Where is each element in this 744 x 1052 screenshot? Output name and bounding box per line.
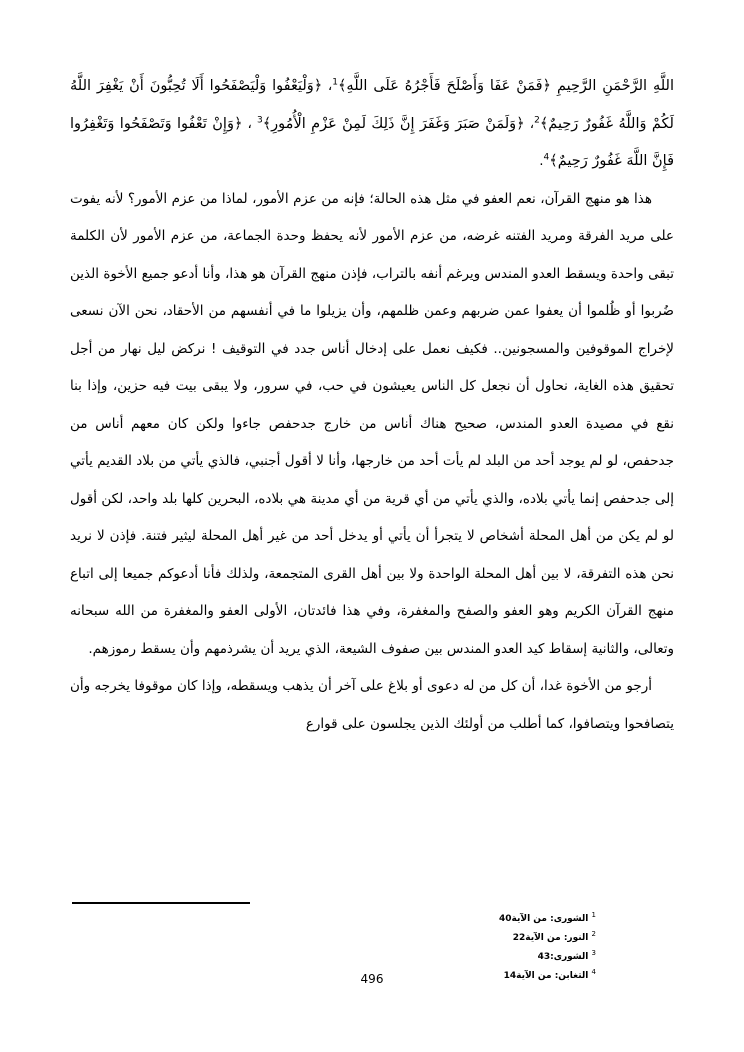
page-number: 496 (360, 972, 384, 986)
footnote-ref: 4 (543, 152, 550, 163)
paragraph-quran-verses (70, 68, 674, 181)
footnote-text: الشورى:43 (537, 952, 589, 962)
footnote-text: الشورى: من الآية40 (499, 914, 589, 924)
paragraph-body (70, 668, 674, 743)
body-text (70, 68, 674, 743)
separator: ، (322, 78, 333, 94)
footnote-text: النور: من الآية22 (512, 933, 589, 943)
footnote-ref: 3 (256, 115, 263, 125)
footnote-item (400, 908, 596, 927)
footnote-ref: 1 (332, 77, 338, 88)
footnote-number: 1 (591, 911, 596, 919)
footnote-number: 4 (591, 968, 596, 976)
paragraph-text: أرجو من الأخوة غدا، أن كل من له دعوى أو بلاغ على آخر أن يذهب ويسقطه، وإذا كان موقوفا يخرجه وأن يتصافحوا ويتصافوا، كما أطلب من أولئك الذين يجلسون على قوارع (70, 678, 674, 732)
footnote-text: التغابن: من الآية14 (503, 971, 589, 981)
separator: ، (524, 115, 535, 132)
quran-verse: ﴿وَإِنْ تَعْفُوا وَتَصْفَحُوا وَتَغْفِرُوا فَإِنَّ اللَّهَ غَفُورٌ رَحِيمٌ﴾ (70, 115, 674, 169)
quran-verse: ﴿وَلْيَعْفُوا وَلْيَصْفَحُوا أَلَا تُحِبُّونَ أَنْ يَغْفِرَ اللَّهُ لَكُمْ وَاللَّهُ غَفُورٌ رَحِيمٌ﴾ (70, 78, 674, 132)
paragraph-body (70, 181, 674, 669)
separator: . (539, 153, 544, 169)
footnote-separator (72, 902, 250, 904)
footnote-number: 2 (591, 930, 596, 938)
footnote-item (400, 927, 596, 946)
footnote-ref: 2 (534, 115, 540, 125)
footnote-item (400, 946, 596, 965)
quran-verse: ﴿وَلَمَنْ صَبَرَ وَغَفَرَ إِنَّ ذَلِكَ لَمِنْ عَزْمِ الْأُمُورِ﴾ (262, 115, 525, 132)
quran-verse: اللَّهِ الرَّحْمَنِ الرَّحِيمِ ﴿فَمَنْ عَفَا وَأَصْلَحَ فَأَجْرُهُ عَلَى اللَّهِ﴾ (337, 78, 674, 94)
footnote-number: 3 (591, 949, 596, 957)
paragraph-text: هذا هو منهج القرآن، نعم العفو في مثل هذه الحالة؛ فإنه من عزم الأمور، لماذا من عزم الأمور؟ لأنه يفوت على مريد الفرقة ومريد الفتنه غرضه، من عزم الأمور لأنه يحفظ وحدة الجماعة، من عزم الأمور لأن الكلمة تبقى واحدة ويسقط العدو المندس ويرغم أنفه بالتراب، فإذن منهج القرآن هو هذا، وأنا أدعو جميع الأخوة الذين ضُربوا أو ظُلموا أن يعفوا عمن ضربهم وعمن ظلمهم، وأن يزيلوا ما في أنفسهم من الأحقاد، نحن الآن نسعى لإخراج الموقوفين والمسجونين.. فكيف نعمل على إدخال أناس جدد في التوقيف ! نركض ليل نهار من أجل تحقيق هذه الغاية، نحاول أن نجعل كل الناس يعيشون في حب، في سرور، ولا يبقى بيت فيه حزين، وإذا بنا نقع في مصيدة العدو المندس، صحيح هناك أناس من خارج جدحفص جاءوا ولكن كان معهم أناس من جدحفص، لو لم يوجد أحد من البلد لم يأت أحد من خارجها، وأنا لا أقول أجنبي، فالذي يأتي من بلاد القديم يأتي إلى جدحفص إنما يأتي بلاده، والذي يأتي من أي قرية من أي مدينة هي بلاده، البحرين كلها بلد واحد، لكن أقول لو لم يكن من أهل المحلة أشخاص لا يتجرأ أن يأتي أو يدخل أحد من غير أهل المحلة ليثير فتنة. فإذن لا نريد نحن هذه التفرقة، لا بين أهل المحلة الواحدة ولا بين أهل القرى المتجمعة، ولذلك فأنا أدعوكم جميعا إلى اتباع منهج القرآن الكريم وهو العفو والصفح والمغفرة، وفي هذا فائدتان، الأولى العفو والمغفرة من الله سبحانه وتعالى، والثانية إسقاط كيد العدو المندس بين صفوف الشيعة، الذي يريد أن يشرذمهم وأن يسقط رموزهم. (70, 190, 674, 657)
separator: ، (242, 115, 257, 132)
